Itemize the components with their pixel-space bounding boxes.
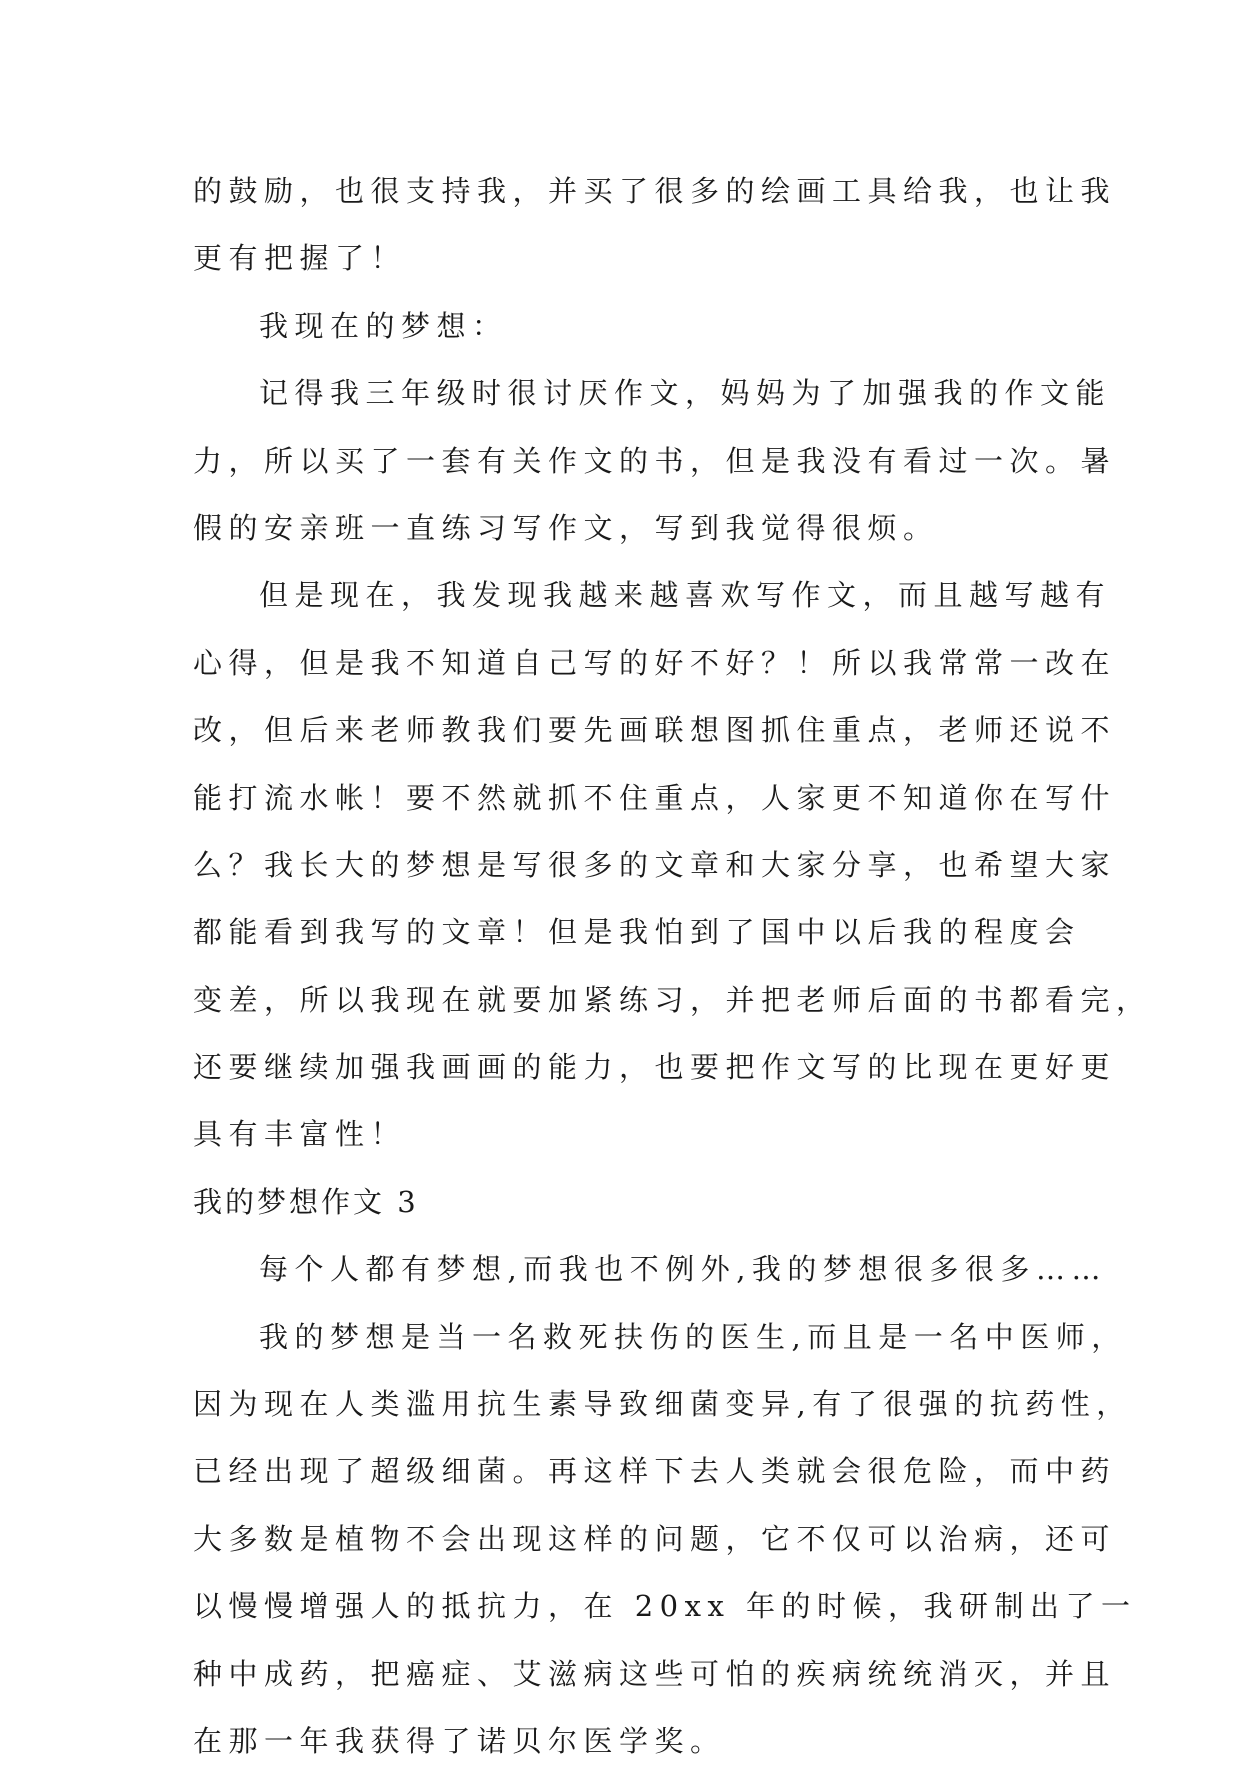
text-line: 还要继续加强我画画的能力，也要把作文写的比现在更好更: [193, 1050, 1117, 1085]
text-line: 种中成药，把癌症、艾滋病这些可怕的疾病统统消灭，并且: [193, 1656, 1117, 1691]
text-line: 在那一年我获得了诺贝尔医学奖。: [193, 1723, 726, 1758]
text-line: 因为现在人类滥用抗生素导致细菌变异,有了很强的抗药性，: [193, 1387, 1132, 1422]
text-line: 大多数是植物不会出现这样的问题，它不仅可以治病，还可: [193, 1521, 1117, 1556]
text-line: 变差，所以我现在就要加紧练习，并把老师后面的书都看完，: [193, 982, 1152, 1017]
text-line: 但是现在，我发现我越来越喜欢写作文，而且越写越有: [259, 578, 1112, 613]
essay-heading: 我的梦想作文 3: [193, 1184, 419, 1219]
text-line: 已经出现了超级细菌。再这样下去人类就会很危险，而中药: [193, 1454, 1117, 1489]
text-line: 记得我三年级时很讨厌作文，妈妈为了加强我的作文能: [259, 376, 1112, 411]
text-line: 的鼓励，也很支持我，并买了很多的绘画工具给我，也让我: [193, 174, 1117, 208]
essay-text: [193, 158, 1152, 1775]
text-line: 我的梦想是当一名救死扶伤的医生,而且是一名中医师，: [259, 1319, 1127, 1354]
text-line: 更有把握了！: [193, 241, 407, 276]
text-line: 力，所以买了一套有关作文的书，但是我没有看过一次。暑: [193, 443, 1117, 478]
text-line: 假的安亲班一直练习写作文，写到我觉得很烦。: [193, 510, 939, 545]
text-line: 每个人都有梦想,而我也不例外,我的梦想很多很多……: [259, 1252, 1107, 1287]
text-line: 都能看到我写的文章！但是我怕到了国中以后我的程度会: [193, 915, 1081, 950]
text-line: 么？我长大的梦想是写很多的文章和大家分享，也希望大家: [193, 847, 1117, 882]
text-line: 具有丰富性！: [193, 1117, 407, 1152]
text-line: 能打流水帐！要不然就抓不住重点，人家更不知道你在写什: [193, 780, 1117, 815]
text-line: 改，但后来老师教我们要先画联想图抓住重点，老师还说不: [193, 713, 1117, 748]
section-label: 我现在的梦想：: [259, 308, 508, 343]
text-line: 以慢慢增强人的抵抗力，在 20xx 年的时候，我研制出了一: [193, 1589, 1137, 1624]
text-line: 心得，但是我不知道自己写的好不好？！所以我常常一改在: [193, 645, 1117, 680]
